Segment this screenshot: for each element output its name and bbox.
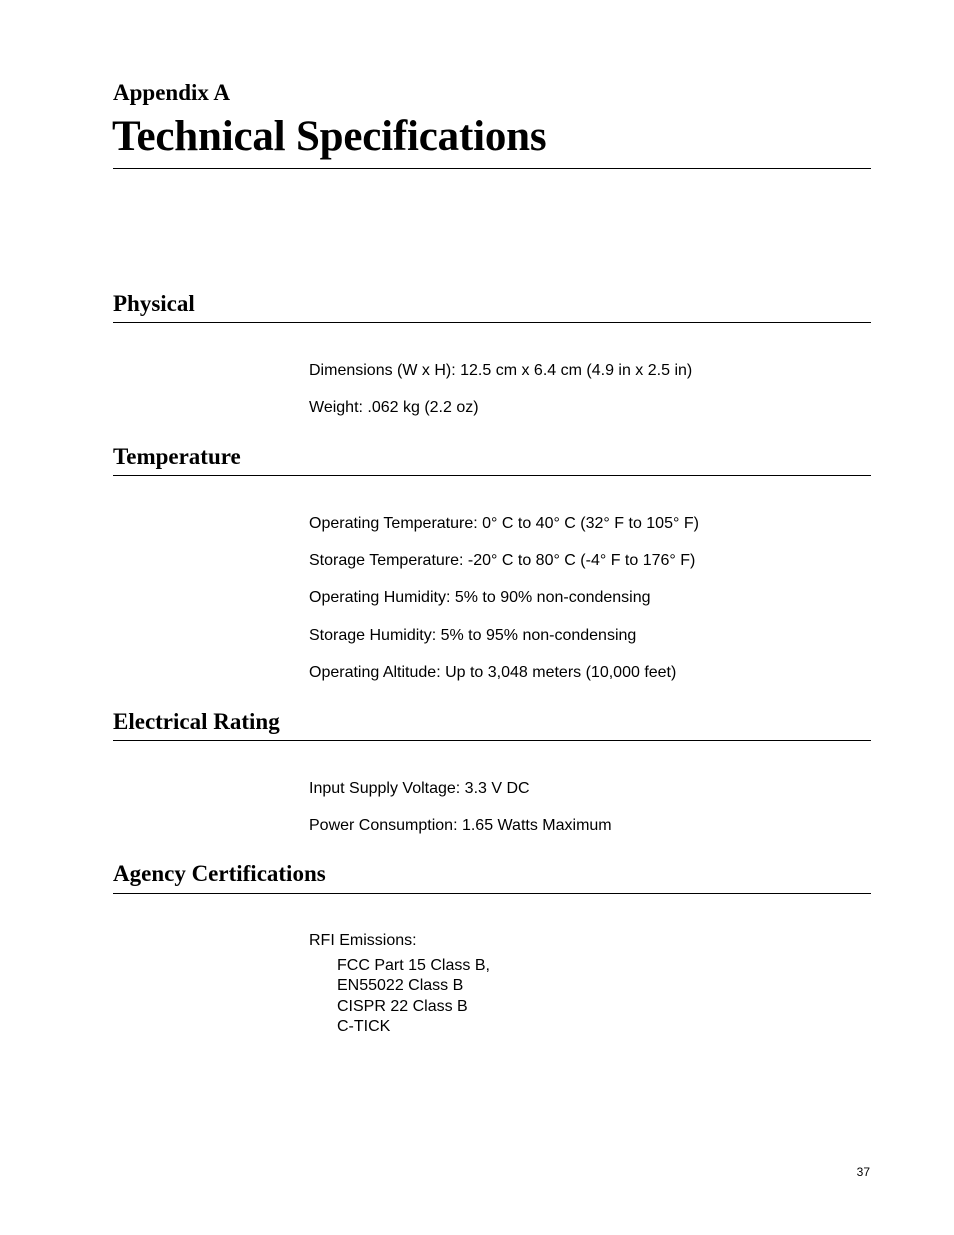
list-item: EN55022 Class B	[337, 977, 464, 995]
section-divider-temperature	[113, 475, 871, 476]
section-heading-physical: Physical	[113, 291, 195, 316]
appendix-label: Appendix A	[113, 80, 230, 105]
page-title: Technical Specifications	[112, 113, 547, 160]
list-item: C-TICK	[337, 1017, 391, 1035]
spec-operating-altitude: Operating Altitude: Up to 3,048 meters (10,000 feet)	[309, 664, 677, 681]
spec-power-consumption: Power Consumption: 1.65 Watts Maximum	[309, 817, 612, 834]
title-divider	[113, 168, 871, 169]
spec-operating-temperature: Operating Temperature: 0° C to 40° C (32° F to 105° F)	[309, 515, 699, 532]
spec-storage-temperature: Storage Temperature: -20° C to 80° C (-4° F to 176° F)	[309, 552, 696, 569]
section-divider-physical	[113, 322, 871, 323]
list-item: FCC Part 15 Class B,	[337, 957, 490, 974]
spec-dimensions: Dimensions (W x H): 12.5 cm x 6.4 cm (4.9 in x 2.5 in)	[309, 362, 693, 379]
section-divider-electrical	[113, 740, 871, 741]
spec-storage-humidity: Storage Humidity: 5% to 95% non-condensing	[309, 627, 637, 644]
section-heading-temperature: Temperature	[113, 444, 241, 469]
spec-operating-humidity: Operating Humidity: 5% to 90% non-condensing	[309, 589, 651, 606]
spec-weight: Weight: .062 kg (2.2 oz)	[309, 399, 479, 416]
page-number: 37	[856, 1165, 870, 1179]
section-heading-agency: Agency Certifications	[113, 861, 326, 886]
spec-input-voltage: Input Supply Voltage: 3.3 V DC	[309, 780, 530, 797]
spec-rfi-emissions-label: RFI Emissions:	[309, 932, 417, 949]
rfi-emissions-list	[337, 956, 490, 1037]
section-divider-agency	[113, 893, 871, 894]
list-item: CISPR 22 Class B	[337, 997, 468, 1015]
section-heading-electrical: Electrical Rating	[113, 709, 280, 734]
